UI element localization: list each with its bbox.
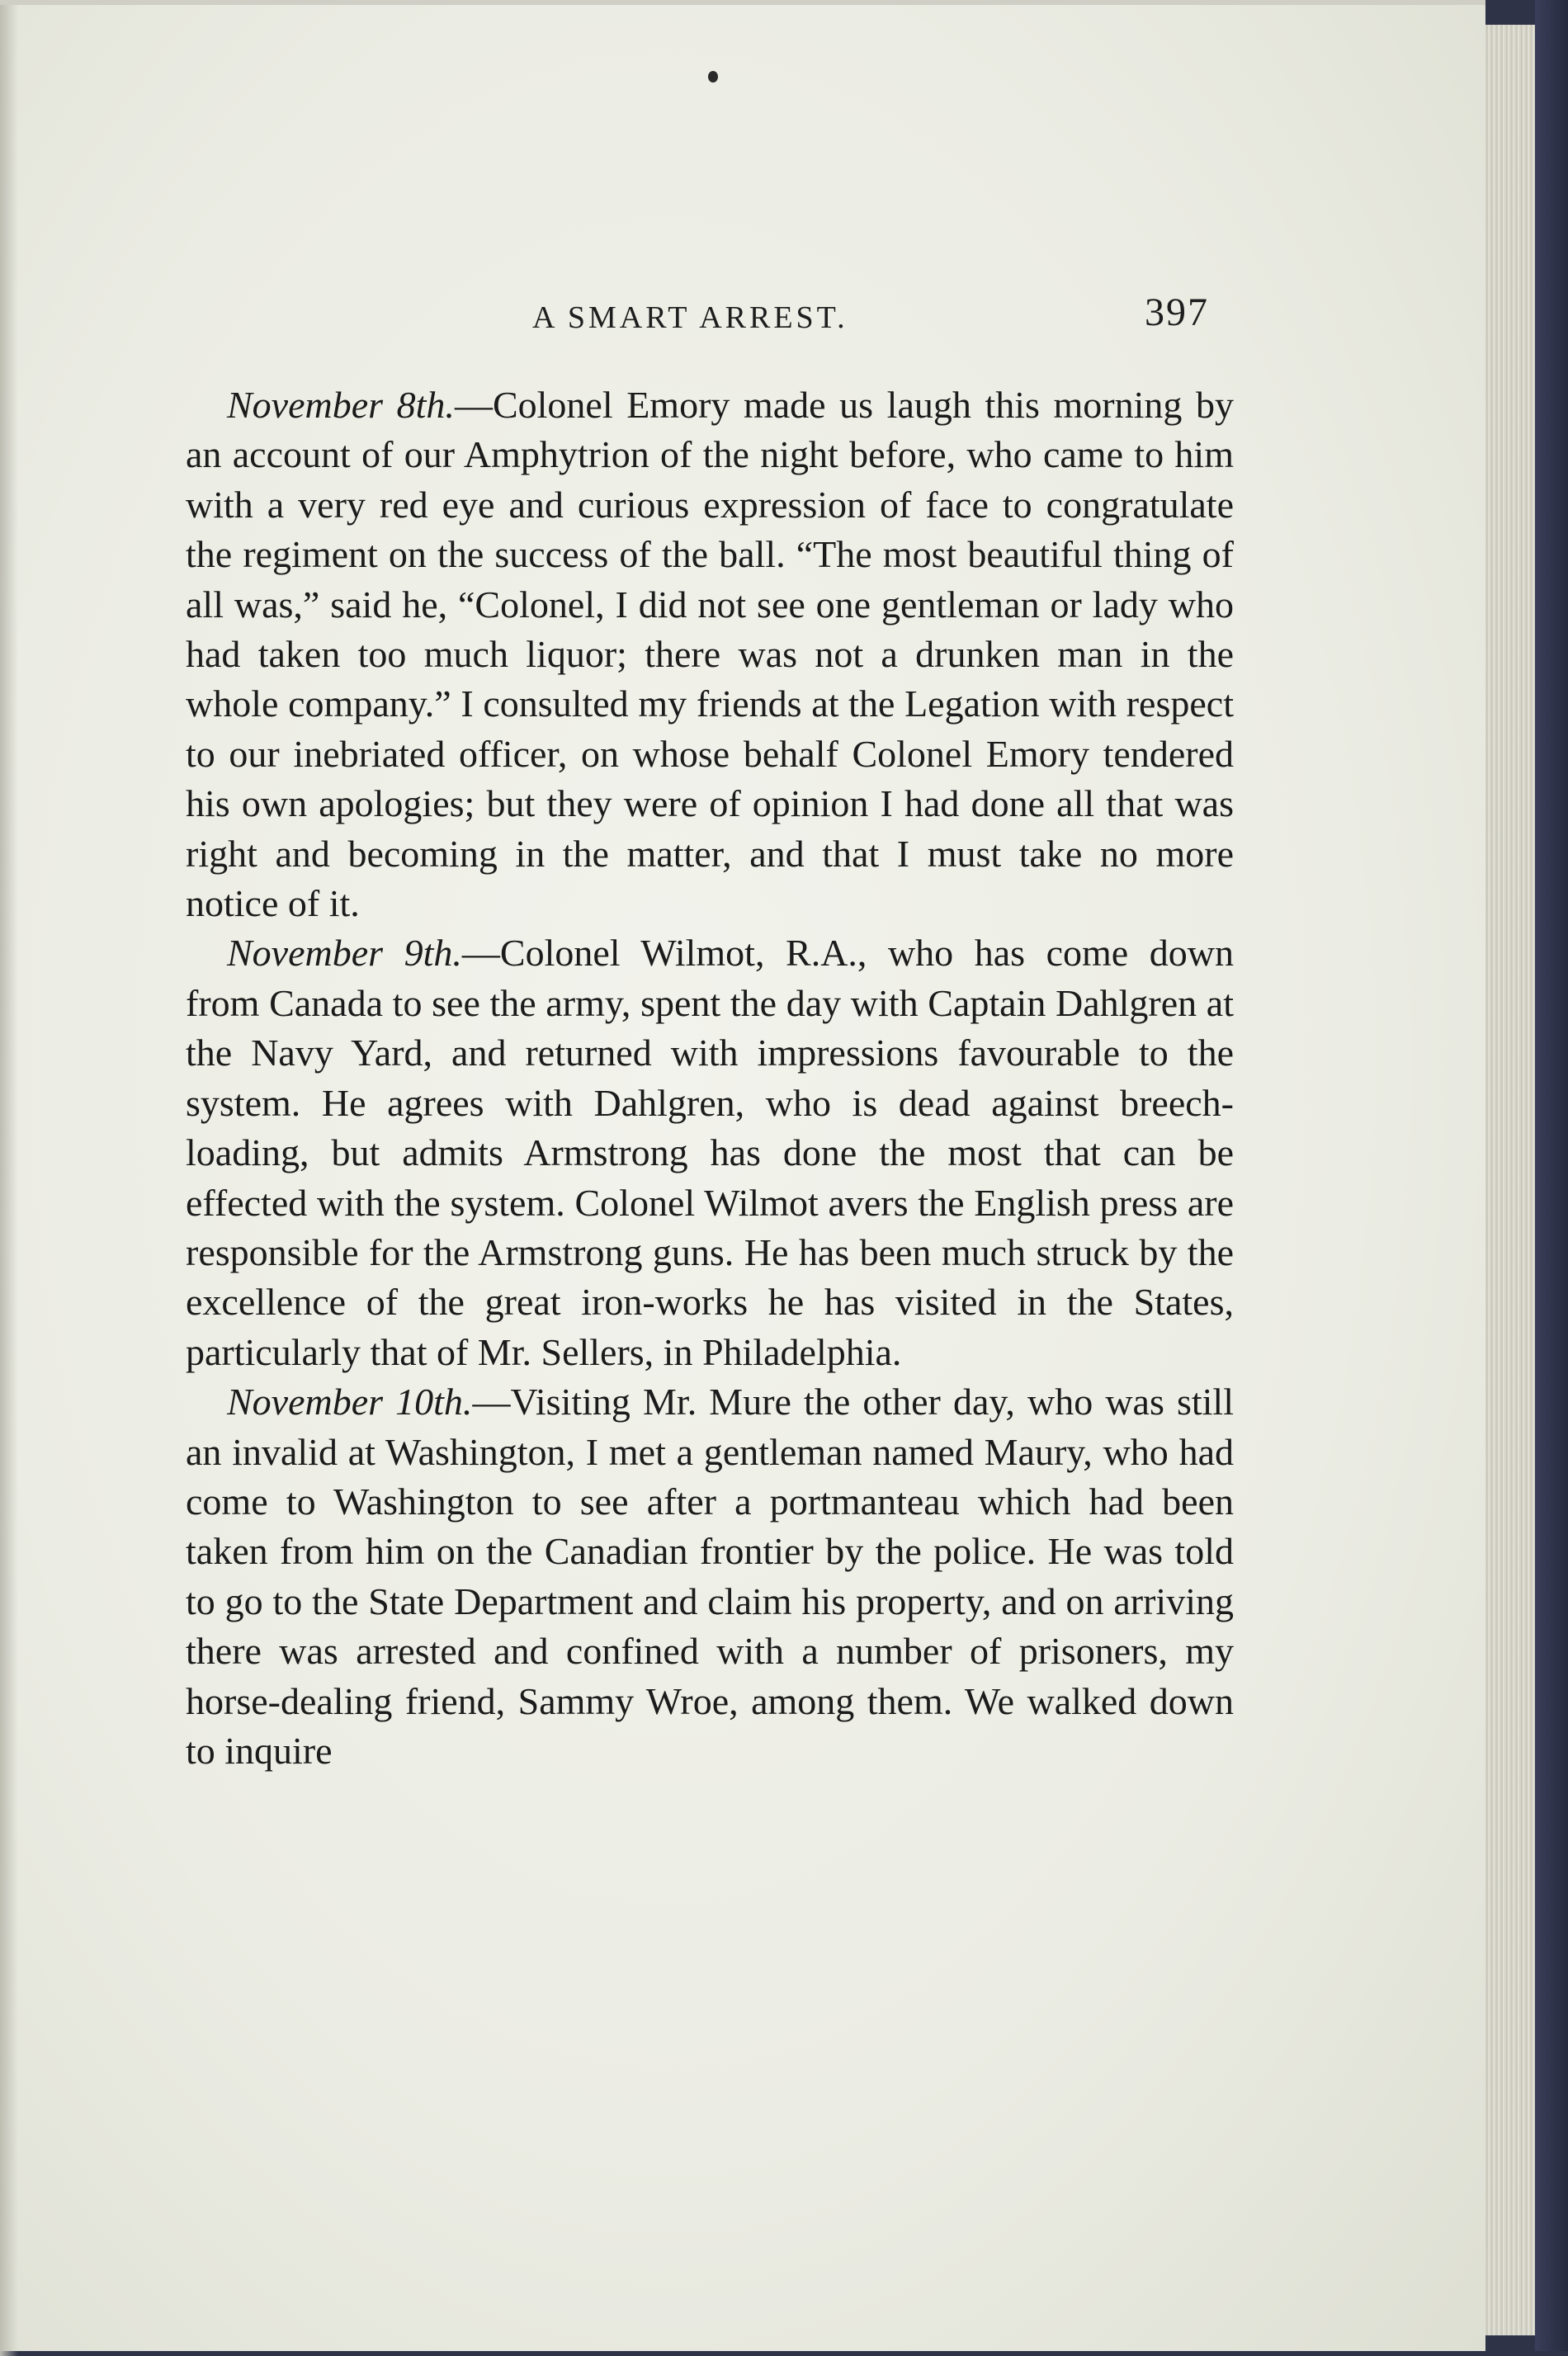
body-text (186, 380, 1234, 1776)
ink-speck (708, 71, 718, 83)
entry-text: —Colonel Wilmot, R.A., who has come down from Canada to see the army, spent the day with Captain Dahlgren at the Navy Yard, and returned with impressions favourable to the system. He agrees with Dahlgren, who is dead against breech-loading, but admits Armstrong has done the most that can be effected with the system. Colonel Wilmot avers the English press are responsible for the Armstrong guns. He has been much struck by the excellence of the great iron-works he has visited in the States, particularly that of Mr. Sellers, in Philadelphia. (186, 932, 1234, 1373)
running-header (186, 290, 1209, 339)
page-number: 397 (1145, 290, 1209, 334)
entry-text: —Visiting Mr. Mure the other day, who was still an invalid at Washington, I met a gentleman named Maury, who had come to Washington to see after a portmanteau which had been taken from him on the Canadian frontier by the police. He was told to go to the State Department and claim his property, and on arriving there was arrested and confined with a number of prisoners, my horse-dealing friend, Sammy Wroe, among them. We walked down to inquire (186, 1381, 1234, 1772)
entry-text: —Colonel Emory made us laugh this morning by an account of our Amphytrion of the night before, who came to him with a very red eye and curious expression of face to congratulate the regiment on the success of the ball. “The most beautiful thing of all was,” said he, “Colonel, I did not see one gentleman or lady who had taken too much liquor; there was not a drunken man in the whole company.” I consulted my friends at the Legation with respect to our inebriated officer, on whose behalf Colonel Emory tendered his own apologies; but they were of opinion I had done all that was right and becoming in the matter, and that I must take no more notice of it. (186, 384, 1234, 925)
running-title: A SMART ARREST. (532, 300, 848, 335)
paragraph-november-8 (186, 380, 1234, 928)
gutter-shadow (0, 5, 18, 2356)
entry-date: November 10th. (227, 1381, 473, 1424)
paragraph-november-9 (186, 928, 1234, 1377)
page-edges (1484, 25, 1535, 2335)
book-cover-edge (1535, 0, 1568, 2351)
paragraph-november-10 (186, 1377, 1234, 1776)
entry-date: November 9th. (227, 932, 462, 975)
entry-date: November 8th. (227, 384, 455, 426)
